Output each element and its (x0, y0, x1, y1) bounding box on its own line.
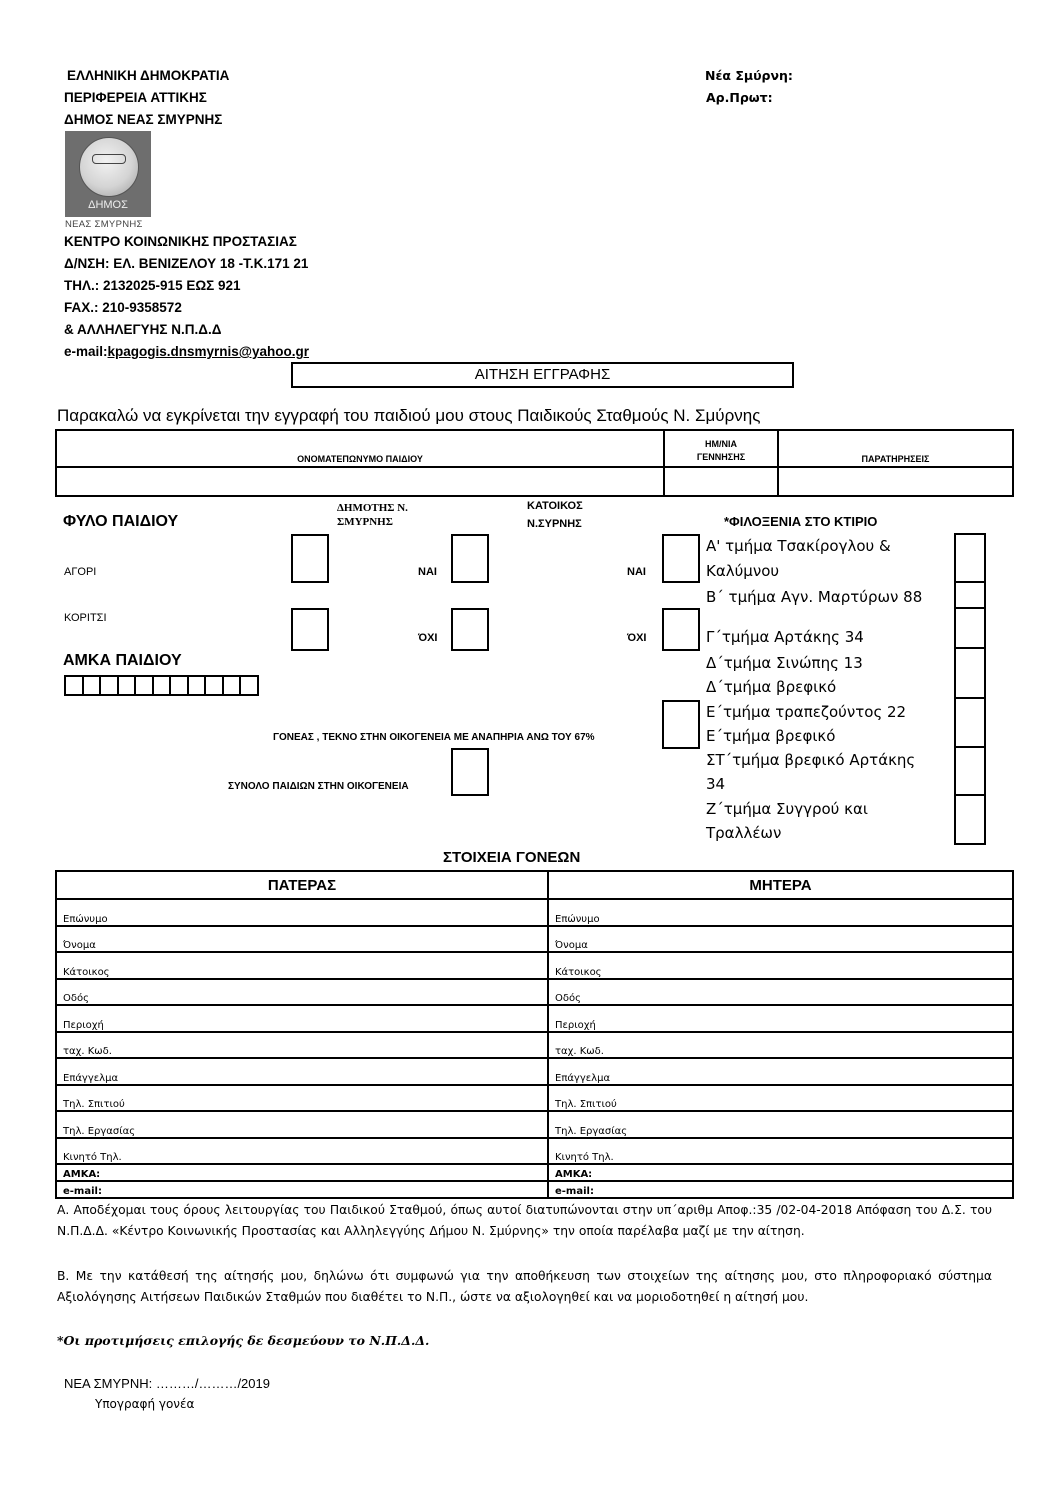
building-heading: *ΦΙΛΟΞΕΝΙΑ ΣΤΟ ΚΤΙΡΙΟ (724, 514, 878, 529)
child-name-input[interactable] (56, 467, 664, 496)
citizen-no-label: ΌΧΙ (418, 632, 438, 644)
gender-girl-checkbox[interactable] (291, 608, 329, 651)
disability-label: ΓΟΝΕΑΣ , ΤΕΚΝΟ ΣΤΗΝ ΟΙΚΟΓΕΝΕΙΑ ΜΕ ΑΝΑΠΗΡΙΑ ΑΝΩ ΤΟΥ 67% (273, 732, 595, 743)
heading-line: ΣΜΥΡΝΗΣ (337, 516, 393, 528)
org-fax: FAX.: 210-9358572 (64, 300, 182, 315)
father-email-field[interactable]: e-mail: (56, 1181, 548, 1198)
building-d-checkbox[interactable] (954, 647, 986, 699)
building-option-z-cont: Τραλλέων (706, 824, 782, 842)
org-email-row (64, 344, 309, 359)
mother-email-field[interactable]: e-mail: (548, 1181, 1013, 1198)
mother-residence-field[interactable]: Κάτοικος (548, 952, 1013, 979)
father-surname-field[interactable]: Επώνυμο (56, 899, 548, 926)
mother-amka-field[interactable]: ΑΜΚΑ: (548, 1164, 1013, 1181)
building-st-checkbox[interactable] (954, 746, 986, 796)
father-mobile-field[interactable]: Κινητό Τηλ. (56, 1138, 548, 1165)
mother-header: ΜΗΤΕΡΑ (548, 871, 1013, 899)
coin-icon (79, 137, 139, 197)
amka-heading: ΑΜΚΑ ΠΑΙΔΙΟΥ (63, 652, 182, 669)
building-option-b: Β΄ τμήμα Αγν. Μαρτύρων 88 (706, 588, 923, 606)
amka-digit-input[interactable] (64, 675, 259, 696)
children-total-label: ΣΥΝΟΛΟ ΠΑΙΔΙΩΝ ΣΤΗΝ ΟΙΚΟΓΕΝΕΙΑ (228, 781, 409, 792)
father-occupation-field[interactable]: Επάγγελμα (56, 1058, 548, 1085)
header-line: ΕΛΛΗΝΙΚΗ ΔΗΜΟΚΡΑΤΙΑ (67, 68, 230, 83)
building-b-checkbox[interactable] (954, 581, 986, 609)
resident-heading (527, 497, 583, 533)
logo-subtitle: ΝΕΑΣ ΣΜΥΡΝΗΣ (65, 219, 143, 230)
header-line: ΔΗΜΟΣ ΝΕΑΣ ΣΜΥΡΝΗΣ (64, 112, 223, 127)
gender-girl-label: ΚΟΡΙΤΣΙ (64, 612, 107, 624)
municipality-seal-icon (65, 131, 151, 217)
mother-mobile-field[interactable]: Κινητό Τηλ. (548, 1138, 1013, 1165)
father-header: ΠΑΤΕΡΑΣ (56, 871, 548, 899)
mother-work-phone-field[interactable]: Τηλ. Εργασίας (548, 1111, 1013, 1138)
logo-word: ΔΗΜΟΣ (88, 199, 128, 211)
resident-no-label: ΌΧΙ (627, 632, 647, 644)
mother-surname-field[interactable]: Επώνυμο (548, 899, 1013, 926)
intro-text: Παρακαλώ να εγκρίνεται την εγγραφή του παιδιού μου στους Παιδικούς Σταθμούς Ν. Σμύρνης (57, 406, 761, 425)
building-option-a-cont: Καλύμνου (706, 562, 780, 580)
building-option-e-infant: Ε΄τμήμα βρεφικό (706, 727, 836, 745)
building-c-checkbox[interactable] (954, 607, 986, 649)
mother-name-field[interactable]: Όνομα (548, 926, 1013, 953)
terms-paragraph-a: Α. Αποδέχομαι τους όρους λειτουργίας του Παιδικού Σταθμού, όπως αυτοί διατυπώνονται στην υπ΄αριθμ Αποφ.:35 /02-04-2018 Απόφαση του Δ.Σ. του Ν.Π.Δ.Δ. «Κέντρο Κοινωνικής Προστασίας και Αλληλεγγύης Δήμου Ν. Σμύρνης» την οποία παρέλαβα μαζί με την αίτηση. (57, 1203, 992, 1238)
column-header-remarks: ΠΑΡΑΤΗΡΗΣΕΙΣ (778, 430, 1013, 467)
protocol-number-label: Αρ.Πρωτ: (706, 90, 773, 105)
building-option-d-infant: Δ΄τμήμα βρεφικό (706, 678, 837, 696)
father-area-field[interactable]: Περιοχή (56, 1005, 548, 1032)
building-checkbox-column (954, 533, 986, 845)
org-line: ΚΕΝΤΡΟ ΚΟΙΝΩΝΙΚΗΣ ΠΡΟΣΤΑΣΙΑΣ (64, 234, 297, 249)
parents-table (55, 870, 1014, 1199)
heading-line: ΚΑΤΟΙΚΟΣ (527, 500, 583, 512)
resident-no-checkbox[interactable] (662, 608, 700, 651)
child-remarks-input[interactable] (778, 467, 1013, 496)
gender-boy-checkbox[interactable] (291, 534, 329, 583)
building-z-checkbox[interactable] (954, 794, 986, 845)
building-a-checkbox[interactable] (954, 533, 986, 583)
father-residence-field[interactable]: Κάτοικος (56, 952, 548, 979)
building-option-d: Δ΄τμήμα Σινώπης 13 (706, 654, 863, 672)
citizen-yes-checkbox[interactable] (451, 534, 489, 583)
email-link[interactable]: kpagogis.dnsmyrnis@yahoo.gr (107, 344, 309, 359)
terms-paragraph-b: Β. Με την κατάθεσή της αίτησής μου, δηλώνω ότι συμφωνώ για την αποθήκευση των στοιχείων της αίτησης μου, στο πληροφοριακό σύστημα Αξιολόγησης Αιτήσεων Παιδικών Σταθμών που διαθέτει το Ν.Π., ώστε να αξιολογηθεί και να μοριοδοτηθεί η αίτησή μου. (57, 1269, 992, 1304)
signature-label: Υπογραφή γονέα (95, 1397, 195, 1411)
father-work-phone-field[interactable]: Τηλ. Εργασίας (56, 1111, 548, 1138)
child-birthdate-input[interactable] (664, 467, 778, 496)
org-address: Δ/ΝΣΗ: ΕΛ. ΒΕΝΙΖΕΛΟΥ 18 -Τ.Κ.171 21 (64, 256, 309, 271)
column-header-birthdate (664, 430, 778, 467)
building-option-z: Ζ΄τμήμα Συγγρού και (706, 800, 868, 818)
mother-occupation-field[interactable]: Επάγγελμα (548, 1058, 1013, 1085)
heading-line: Ν.ΣΥΡΝΗΣ (527, 518, 582, 530)
children-total-input[interactable] (451, 748, 489, 796)
father-home-phone-field[interactable]: Τηλ. Σπιτιού (56, 1085, 548, 1112)
resident-yes-checkbox[interactable] (662, 534, 700, 583)
mother-street-field[interactable]: Οδός (548, 979, 1013, 1006)
column-header-name: ΟΝΟΜΑΤΕΠΩΝΥΜΟ ΠΑΙΔΙΟΥ (56, 430, 664, 467)
date-line: ΝΕΑ ΣΜΥΡΝΗ: ………/………/2019 (64, 1376, 270, 1391)
gender-boy-label: ΑΓΟΡΙ (64, 566, 97, 578)
preferences-note: *Οι προτιμήσεις επιλογής δε δεσμεύουν το Ν.Π.Δ.Δ. (57, 1333, 430, 1348)
building-option-st: ΣΤ΄τμήμα βρεφικό Αρτάκης (706, 751, 916, 769)
resident-yes-label: ΝΑΙ (627, 566, 646, 578)
citizen-heading (337, 501, 408, 529)
building-option-st-cont: 34 (706, 775, 726, 793)
citizen-yes-label: ΝΑΙ (418, 566, 437, 578)
mother-home-phone-field[interactable]: Τηλ. Σπιτιού (548, 1085, 1013, 1112)
form-title: ΑΙΤΗΣΗ ΕΓΓΡΑΦΗΣ (291, 362, 794, 388)
parents-heading: ΣΤΟΙΧΕΙΑ ΓΟΝΕΩΝ (443, 849, 581, 866)
email-label: e-mail: (64, 344, 108, 359)
mother-postcode-field[interactable]: ταχ. Κωδ. (548, 1032, 1013, 1059)
building-option-a: Α' τμήμα Τσακίρογλου & (706, 537, 891, 555)
header-line: ΗΜ/ΝΙΑ (705, 439, 737, 449)
father-name-field[interactable]: Όνομα (56, 926, 548, 953)
father-street-field[interactable]: Οδός (56, 979, 548, 1006)
mother-area-field[interactable]: Περιοχή (548, 1005, 1013, 1032)
org-phone: ΤΗΛ.: 2132025-915 ΕΩΣ 921 (64, 278, 241, 293)
citizen-no-checkbox[interactable] (451, 608, 489, 651)
father-postcode-field[interactable]: ταχ. Κωδ. (56, 1032, 548, 1059)
header-line: ΓΕΝΝΗΣΗΣ (696, 452, 746, 462)
father-amka-field[interactable]: ΑΜΚΑ: (56, 1164, 548, 1181)
disability-checkbox[interactable] (662, 700, 700, 749)
child-info-table (55, 429, 1014, 497)
amka-digit-box[interactable] (239, 675, 259, 696)
building-e-checkbox[interactable] (954, 697, 986, 748)
date-field-label: Νέα Σμύρνη: (705, 68, 793, 83)
heading-line: ΔΗΜΟΤΗΣ Ν. (337, 502, 408, 514)
org-line: & ΑΛΛΗΛΕΓΥΗΣ Ν.Π.Δ.Δ (64, 322, 222, 337)
building-option-c: Γ΄τμήμα Αρτάκης 34 (706, 628, 864, 646)
gender-heading: ΦΥΛΟ ΠΑΙΔΙΟΥ (63, 513, 179, 530)
building-option-e: Ε΄τμήμα τραπεζούντος 22 (706, 703, 907, 721)
header-line: ΠΕΡΙΦΕΡΕΙΑ ΑΤΤΙΚΗΣ (64, 90, 207, 105)
